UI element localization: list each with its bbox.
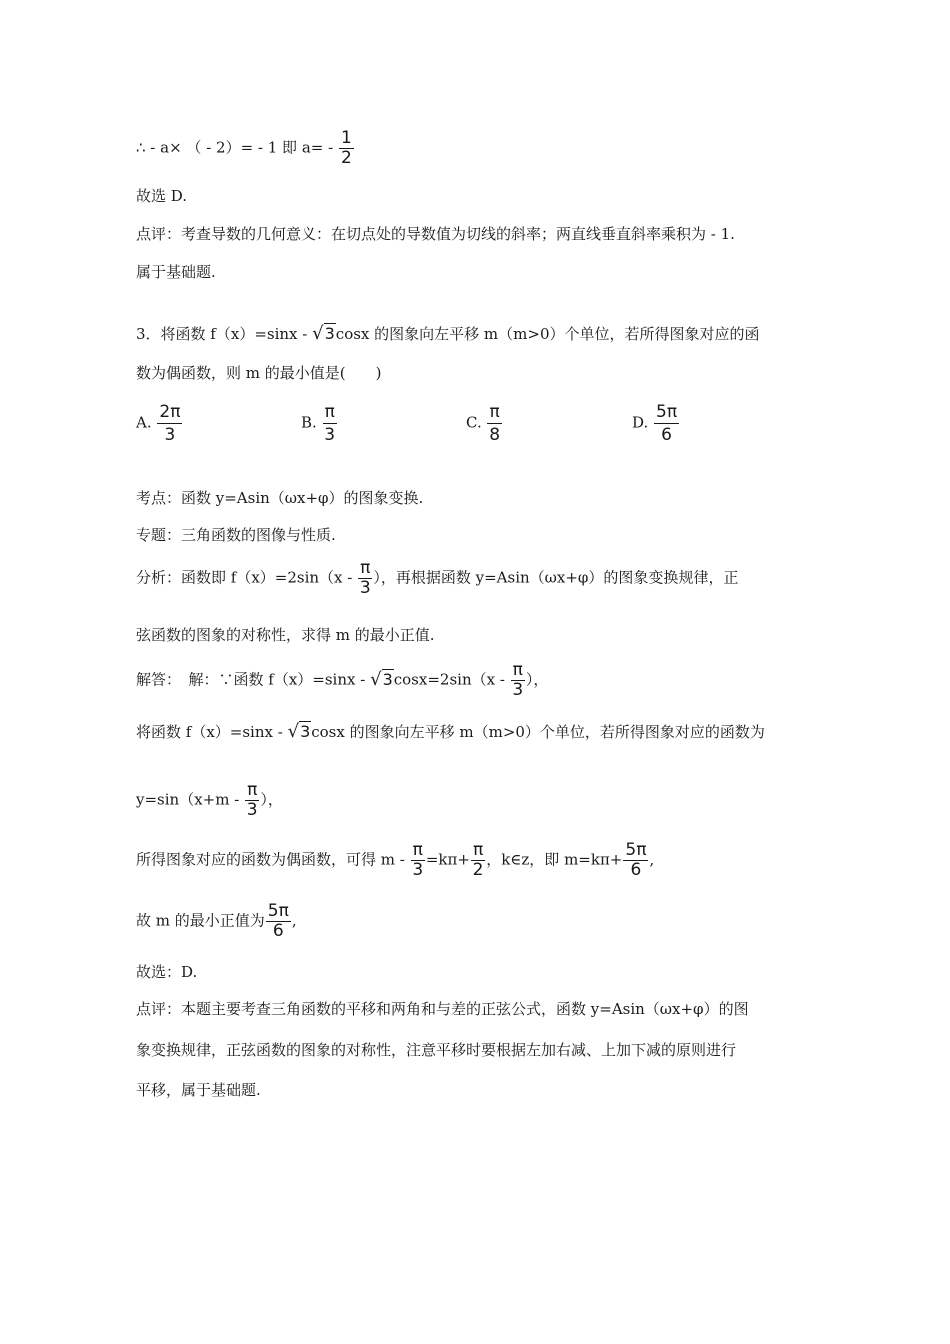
- conclusion-line: ∴ - a× （ - 2）= - 1 即 a= - $\frac{1}{2}$: [136, 128, 352, 168]
- final-comment-line-2: 象变换规律，正弦函数的图象的对称性，注意平移时要根据左加右减、上加下减的原则进行: [136, 1041, 737, 1059]
- option-a: A. $\frac{2\pi}{3}$: [136, 402, 181, 445]
- comment-line-1: 点评：考查导数的几何意义：在切点处的导数值为切线的斜率；两直线垂直斜率乘积为 - 1.: [136, 225, 735, 243]
- move-line: 将函数 f（x）=sinx - √3cosx 的图象向左平移 m（m>0）个单位，若所得图象对应的函数为: [136, 721, 765, 742]
- final-comment-line-3: 平移，属于基础题.: [136, 1081, 261, 1099]
- fenxi-line-2: 弦函数的图象的对称性，求得 m 的最小正值.: [136, 626, 435, 644]
- question-stem-line-2: 数为偶函数，则 m 的最小值是( ): [136, 364, 382, 382]
- y-function-line: y=sin（x+m - $\frac{\pi}{3}$ ），: [136, 780, 283, 820]
- answer-choose-line: 故选：D.: [136, 963, 198, 981]
- even-function-line: 所得图象对应的函数为偶函数，可得 m - $\frac{\pi}{3}$ =kπ+ $\frac{\pi}{2}$ ，k∈z，即 m=kπ+ $\frac{5\pi}{6}$ ,: [136, 840, 655, 880]
- option-d: D. $\frac{5\pi}{6}$: [632, 402, 678, 445]
- option-b: B. $\frac{\pi}{3}$: [301, 402, 336, 445]
- choose-line: 故选 D.: [136, 187, 188, 205]
- fenxi-line-1: 分析：函数即 f（x）=2sin（x - $\frac{\pi}{3}$ ），再根据函数 y=Asin（ωx+φ）的图象变换规律，正: [136, 558, 739, 598]
- fraction-one-half: $\frac{1}{2}$: [340, 128, 352, 168]
- question-stem-line-1: 3．将函数 f（x）=sinx - √3cosx 的图象向左平移 m（m>0）个单位，若所得图象对应的函: [136, 323, 760, 344]
- comment-line-2: 属于基础题.: [136, 263, 216, 281]
- option-c: C. $\frac{\pi}{8}$: [466, 402, 501, 445]
- sqrt-3: √3: [312, 323, 335, 344]
- final-comment-line-1: 点评：本题主要考查三角函数的平移和两角和与差的正弦公式，函数 y=Asin（ωx+φ）的图: [136, 1000, 749, 1018]
- zhuanti-line: 专题：三角函数的图像与性质.: [136, 526, 336, 544]
- min-value-line: 故 m 的最小正值为 $\frac{5\pi}{6}$ ,: [136, 901, 297, 941]
- kaodian-line: 考点：函数 y=Asin（ωx+φ）的图象变换.: [136, 489, 424, 507]
- jieda-line: 解答： 解：∵函数 f（x）=sinx - √3cosx=2sin（x - $\frac{\pi}{3}$ ），: [136, 660, 549, 700]
